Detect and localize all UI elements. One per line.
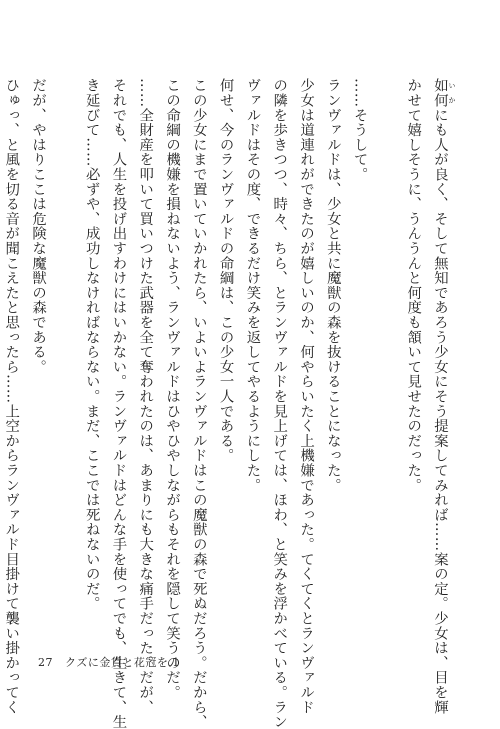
text-line-rest: にも人が良く、そして無知であろう少女にそう提案してみれば……案の定。少女は、目を輝 bbox=[432, 107, 448, 715]
text-line bbox=[51, 78, 78, 638]
ruby-word: 如何 いか bbox=[432, 78, 456, 108]
text-line: ランヴァルドは、少女と共に魔獣の森を抜けることになった。 bbox=[324, 78, 341, 493]
text-line: ヴァルドはその度、できるだけ笑みを返してやるようにした。 bbox=[244, 78, 261, 493]
page-number: 27 bbox=[38, 656, 53, 669]
book-title: クズに金貨と花冠を 1 bbox=[65, 656, 180, 669]
text-line: の隣を歩きつつ、時々、ちら、とランヴァルドを見上げては、ほわ、と笑みを浮かべている。ラン bbox=[271, 78, 288, 729]
text-line: かせて嬉しそうに、うんうんと何度も頷いて見せたのだった。 bbox=[405, 78, 422, 493]
text-line: 何せ、今のランヴァルドの命綱は、この少女一人である。 bbox=[217, 78, 234, 463]
text-line: この少女にまで置いていかれたら、いよいよランヴァルドはこの魔獣の森で死ぬだろう。だから、 bbox=[190, 78, 207, 729]
text-line: ……全財産を叩いて買いつけた武器を全て奪われたのは、あまりにも大きな痛手だった。だが、 bbox=[137, 78, 154, 715]
ruby-reading: いか bbox=[448, 78, 456, 108]
text-line: この命綱の機嫌を損ねないよう、ランヴァルドはひやひやしながらもそれを隠して笑うのだ。 bbox=[164, 78, 181, 700]
text-line: だが、やはりここは危険な魔獣の森である。 bbox=[30, 78, 47, 374]
text-line: き延びて……必ずや、成功しなければならない。まだ、ここでは死ねないのだ。 bbox=[83, 78, 100, 611]
text-line bbox=[426, 78, 456, 715]
text-line: ……そうして。 bbox=[351, 78, 368, 182]
text-line: それでも、人生を投げ出すわけにはいかない。ランヴァルドはどんな手を使ってでも、生きて、生 bbox=[110, 78, 127, 729]
text-line bbox=[373, 78, 400, 638]
page-footer bbox=[38, 654, 180, 670]
text-line: 少女は道連れができたのが嬉しいのか、何やらいたく上機嫌であった。てくてくとランヴァルド bbox=[298, 78, 315, 715]
text-line: ひゅっ、と風を切る音が聞こえたと思ったら……上空からランヴァルド目掛けて襲い掛かってく bbox=[3, 78, 20, 715]
